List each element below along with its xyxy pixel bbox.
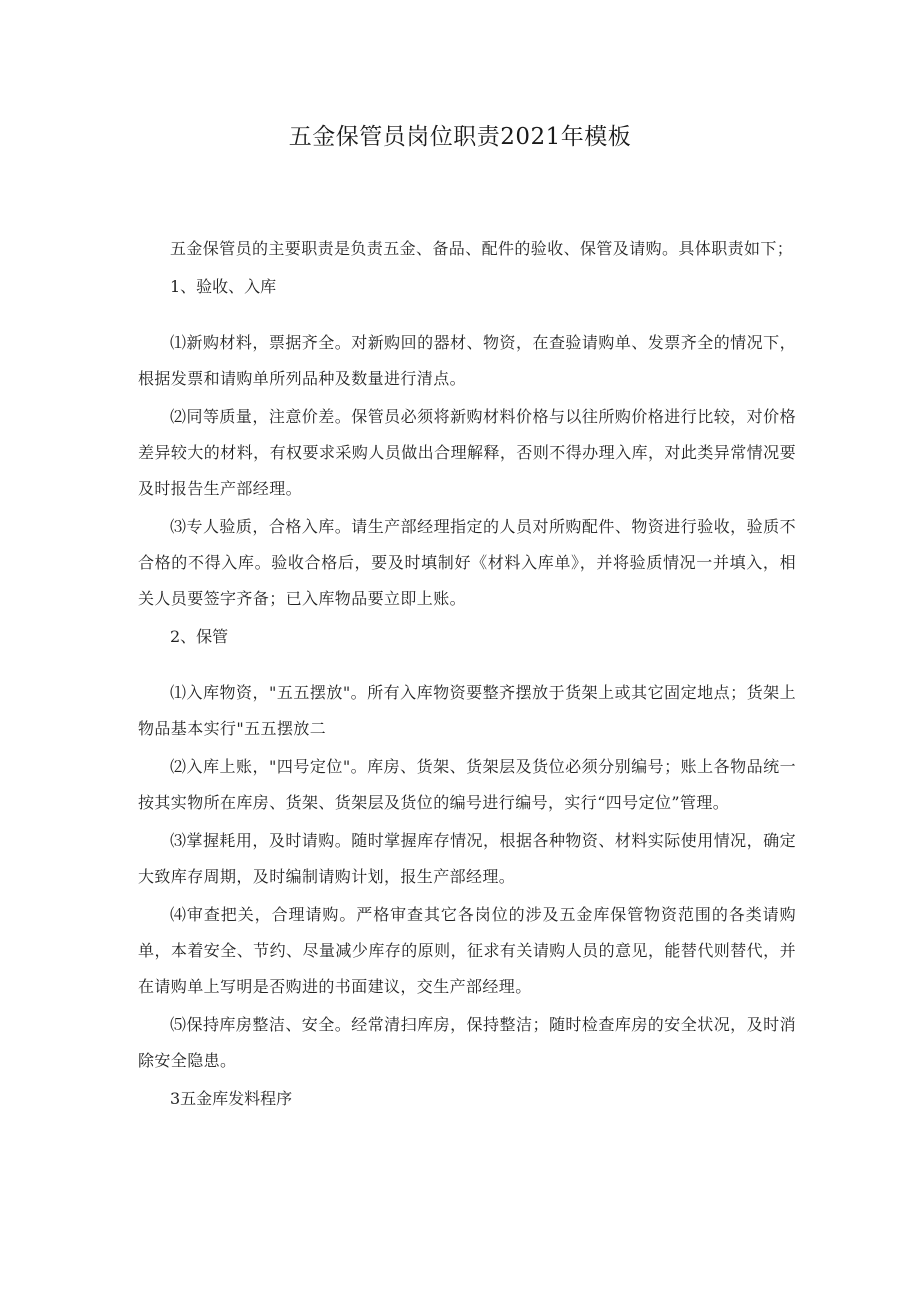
- paragraph-acceptance-3: ⑶专人验质，合格入库。请生产部经理指定的人员对所购配件、物资进行验收，验质不合格的不得入库。验收合格后，要及时填制好《材料入库单》，并将验质情况一并填入，相关人员要签字齐备；已入库物品要立即上账。: [138, 517, 796, 608]
- document-title: 五金保管员岗位职责2021年模板: [288, 124, 632, 150]
- section-heading-acceptance: 1、验收、入库: [170, 277, 277, 296]
- paragraph-storage-2: ⑵入库上账，"四号定位"。库房、货架、货架层及货位必须分别编号；账上各物品统一按其实物所在库房、货架、货架层及货位的编号进行编号，实行“四号定位”管理。: [138, 757, 796, 812]
- paragraph-acceptance-2: ⑵同等质量，注意价差。保管员必须将新购材料价格与以往所购价格进行比较，对价格差异较大的材料，有权要求采购人员做出合理解释，否则不得办理入库，对此类异常情况要及时报告生产部经理。: [138, 407, 796, 498]
- section-heading-storage: 2、保管: [170, 627, 229, 646]
- paragraph-storage-1: ⑴入库物资，"五五摆放"。所有入库物资要整齐摆放于货架上或其它固定地点；货架上物品基本实行"五五摆放二: [138, 683, 796, 738]
- document-body: [138, 231, 796, 1117]
- paragraph-storage-5: ⑸保持库房整洁、安全。经常清扫库房，保持整洁；随时检查库房的安全状况，及时消除安全隐患。: [138, 1015, 796, 1070]
- paragraph-storage-3: ⑶掌握耗用，及时请购。随时掌握库存情况，根据各种物资、材料实际使用情况，确定大致库存周期，及时编制请购计划，报生产部经理。: [138, 831, 796, 886]
- paragraph-acceptance-1: ⑴新购材料，票据齐全。对新购回的器材、物资，在查验请购单、发票齐全的情况下，根据发票和请购单所列品种及数量进行清点。: [138, 333, 796, 388]
- intro-paragraph: 五金保管员的主要职责是负责五金、备品、配件的验收、保管及请购。具体职责如下；: [170, 239, 794, 258]
- section-heading-issuing: 3五金库发料程序: [170, 1089, 293, 1108]
- paragraph-storage-4: ⑷审查把关，合理请购。严格审查其它各岗位的涉及五金库保管物资范围的各类请购单，本着安全、节约、尽量减少库存的原则，征求有关请购人员的意见，能替代则替代，并在请购单上写明是否购进的书面建议，交生产部经理。: [138, 905, 796, 996]
